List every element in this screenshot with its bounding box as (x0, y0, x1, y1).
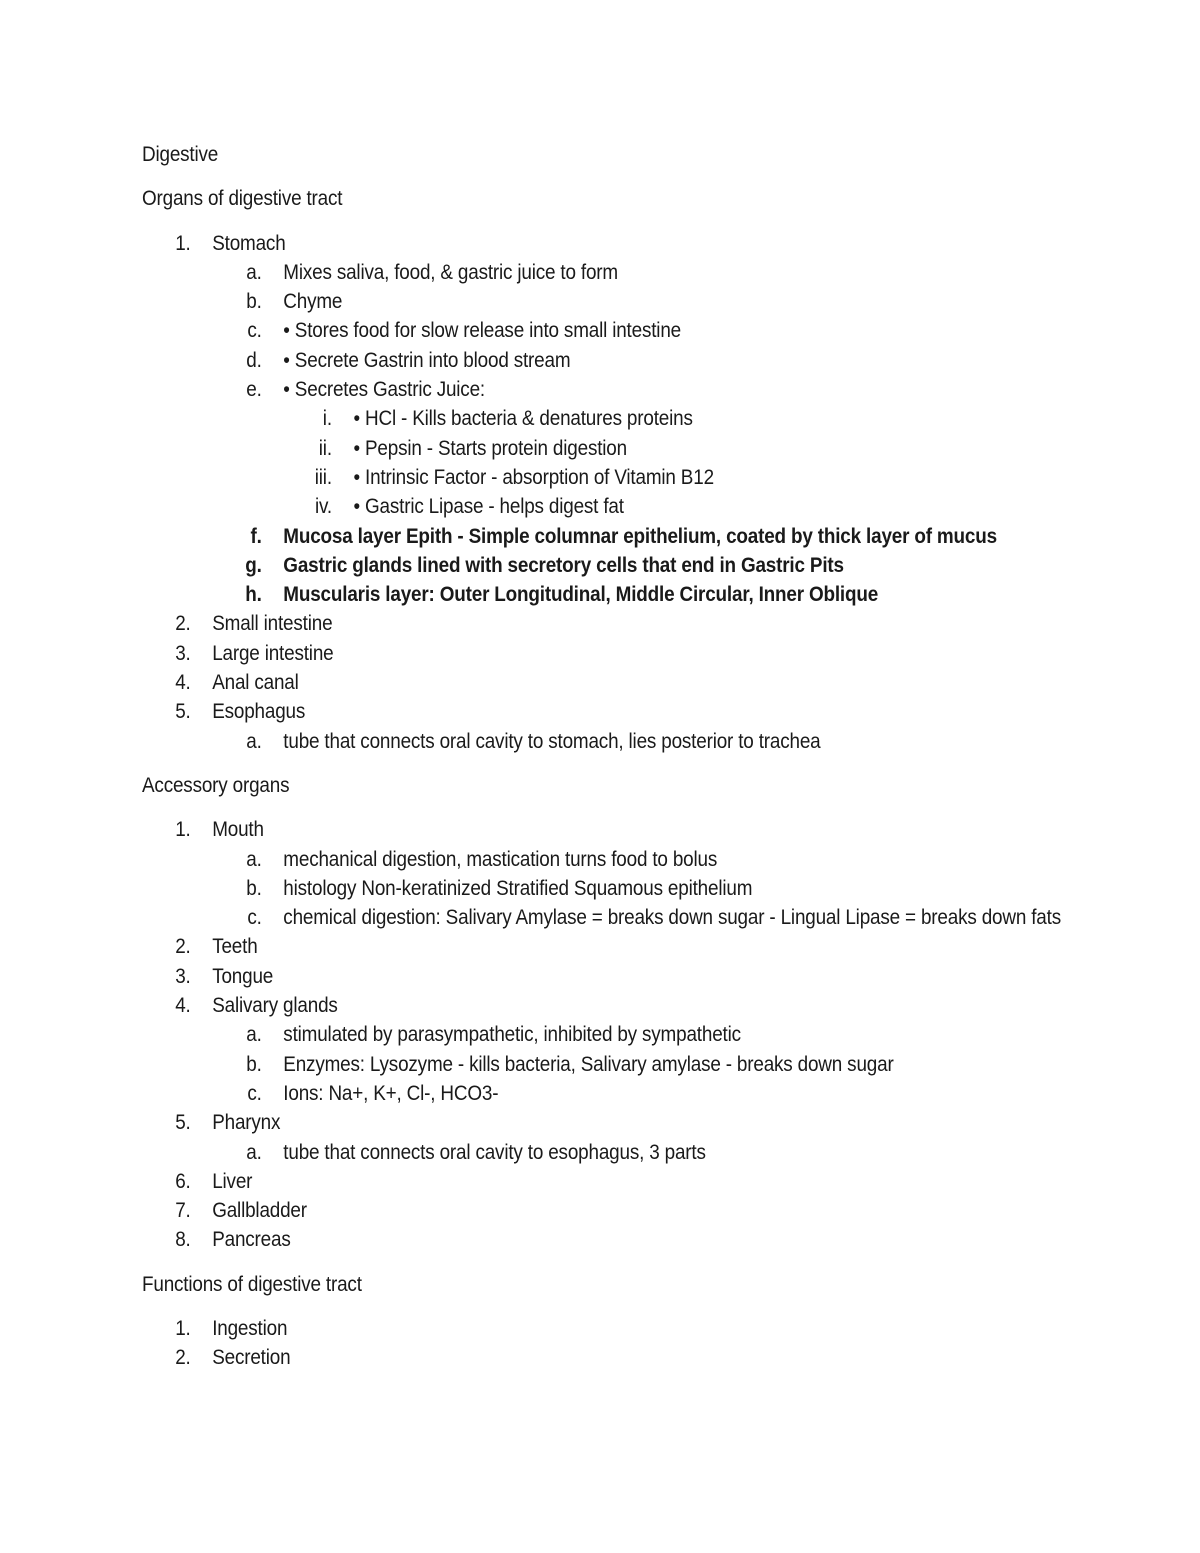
list-marker: 7. (175, 1199, 191, 1223)
list-item-level-1 (142, 1225, 1069, 1254)
list-item-level-3 (142, 434, 1069, 463)
list-item-text: • Gastric Lipase - helps digest fat (353, 495, 624, 519)
list-item-level-1 (142, 962, 1069, 991)
list-marker: a. (246, 847, 262, 871)
list-marker: 5. (175, 700, 191, 724)
list-marker: 1. (175, 231, 191, 255)
list-item-text: • Stores food for slow release into small intestine (283, 319, 681, 343)
list-item-level-2 (142, 845, 1069, 874)
list-marker: g. (245, 553, 262, 577)
list-marker: 5. (175, 1111, 191, 1135)
list-marker: 3. (175, 641, 191, 665)
list-item-text: Gallbladder (212, 1199, 307, 1223)
list-item-level-2 (142, 551, 1069, 580)
list-item-text: Mixes saliva, food, & gastric juice to form (283, 260, 618, 284)
list-marker: iii. (314, 465, 332, 489)
list-marker: e. (246, 378, 262, 402)
list-item-level-3 (142, 404, 1069, 433)
list-item-level-1 (142, 932, 1069, 961)
list-item-text: • Pepsin - Starts protein digestion (353, 436, 627, 460)
list-marker: 8. (175, 1228, 191, 1252)
list-item-level-1 (142, 609, 1069, 638)
list-marker: c. (247, 906, 262, 930)
list-item-level-2 (142, 1138, 1069, 1167)
list-item-text: • Secretes Gastric Juice: (283, 378, 485, 402)
list-marker: h. (245, 583, 262, 607)
list-item-level-3 (142, 463, 1069, 492)
list-item-text: tube that connects oral cavity to stomach, lies posterior to trachea (283, 729, 821, 753)
list-item-level-3 (142, 492, 1069, 521)
list-item-text: Mucosa layer Epith - Simple columnar epithelium, coated by thick layer of mucus (283, 524, 997, 548)
list-item-level-2 (142, 316, 1069, 345)
list-marker: 4. (175, 994, 191, 1018)
list-marker: 3. (175, 964, 191, 988)
list-item-text: Pancreas (212, 1228, 291, 1252)
list-marker: d. (246, 348, 262, 372)
list-item-text: Large intestine (212, 641, 334, 665)
list-item-text: Chyme (283, 290, 343, 314)
list-marker: 2. (175, 935, 191, 959)
list-item-text: Secretion (212, 1346, 291, 1370)
list-item-text: histology Non-keratinized Stratified Squamous epithelium (283, 876, 753, 900)
list-item-level-1 (142, 697, 1069, 726)
list-marker: 1. (175, 818, 191, 842)
list-item-text: Esophagus (212, 700, 306, 724)
list-item-text: • Intrinsic Factor - absorption of Vitamin B12 (353, 465, 714, 489)
list-item-level-1 (142, 668, 1069, 697)
list-marker: a. (246, 729, 262, 753)
list-item-level-2 (142, 287, 1069, 316)
list-marker: iv. (314, 495, 332, 519)
list-item-text: Liver (212, 1169, 253, 1193)
list-item-text: • Secrete Gastrin into blood stream (283, 348, 571, 372)
list-marker: b. (246, 290, 262, 314)
list-item-text: Pharynx (212, 1111, 281, 1135)
list-item-text: Small intestine (212, 612, 333, 636)
list-item-text: stimulated by parasympathetic, inhibited by sympathetic (283, 1023, 741, 1047)
list-item-level-2 (142, 874, 1069, 903)
list-item-level-2 (142, 346, 1069, 375)
list-item-level-2 (142, 580, 1069, 609)
list-item-text: mechanical digestion, mastication turns food to bolus (283, 847, 718, 871)
list-marker: i. (322, 407, 332, 431)
list-item-level-2 (142, 1050, 1069, 1079)
list-item-text: Teeth (212, 935, 258, 959)
list-marker: a. (246, 260, 262, 284)
list-marker: a. (246, 1023, 262, 1047)
list-item-level-1 (142, 1196, 1069, 1225)
list-item-level-1 (142, 1314, 1069, 1343)
list-marker: 2. (175, 1346, 191, 1370)
section-heading: Organs of digestive tract (142, 187, 343, 211)
list-item-text: Mouth (212, 818, 264, 842)
section-heading: Accessory organs (142, 773, 290, 797)
list-marker: 4. (175, 671, 191, 695)
list-item-level-1 (142, 991, 1069, 1020)
list-marker: f. (250, 524, 262, 548)
list-item-text: Tongue (212, 964, 274, 988)
list-item-text: Anal canal (212, 671, 299, 695)
list-item-text: Ingestion (212, 1316, 288, 1340)
list-item-level-2 (142, 1020, 1069, 1049)
list-marker: 6. (175, 1169, 191, 1193)
document-body (142, 140, 1069, 1373)
list-item-text: Gastric glands lined with secretory cells that end in Gastric Pits (283, 553, 844, 577)
list-item-text: Muscularis layer: Outer Longitudinal, Middle Circular, Inner Oblique (283, 583, 879, 607)
list-item-level-2 (142, 727, 1069, 756)
list-item-level-2 (142, 522, 1069, 551)
list-item-text: Stomach (212, 231, 286, 255)
list-item-level-2 (142, 258, 1069, 287)
list-marker: c. (247, 319, 262, 343)
list-item-text: Enzymes: Lysozyme - kills bacteria, Salivary amylase - breaks down sugar (283, 1052, 894, 1076)
list-item-level-2 (142, 903, 1069, 932)
list-marker: ii. (318, 436, 332, 460)
document-title: Digestive (142, 143, 219, 166)
list-item-level-1 (142, 815, 1069, 844)
list-item-level-1 (142, 1108, 1069, 1137)
list-marker: c. (247, 1081, 262, 1105)
list-item-text: chemical digestion: Salivary Amylase = breaks down sugar - Lingual Lipase = breaks down fats (283, 906, 1061, 930)
section-heading: Functions of digestive tract (142, 1272, 362, 1296)
list-marker: b. (246, 876, 262, 900)
list-item-text: Ions: Na+, K+, Cl-, HCO3- (283, 1081, 499, 1105)
list-item-text: tube that connects oral cavity to esophagus, 3 parts (283, 1140, 706, 1164)
list-marker: 2. (175, 612, 191, 636)
list-item-level-1 (142, 639, 1069, 668)
list-marker: a. (246, 1140, 262, 1164)
list-marker: b. (246, 1052, 262, 1076)
list-item-level-1 (142, 229, 1069, 258)
list-item-level-2 (142, 375, 1069, 404)
list-item-level-1 (142, 1343, 1069, 1372)
list-item-level-1 (142, 1167, 1069, 1196)
list-item-text: Salivary glands (212, 994, 338, 1018)
list-marker: 1. (175, 1316, 191, 1340)
list-item-text: • HCl - Kills bacteria & denatures proteins (353, 407, 693, 431)
list-item-level-2 (142, 1079, 1069, 1108)
